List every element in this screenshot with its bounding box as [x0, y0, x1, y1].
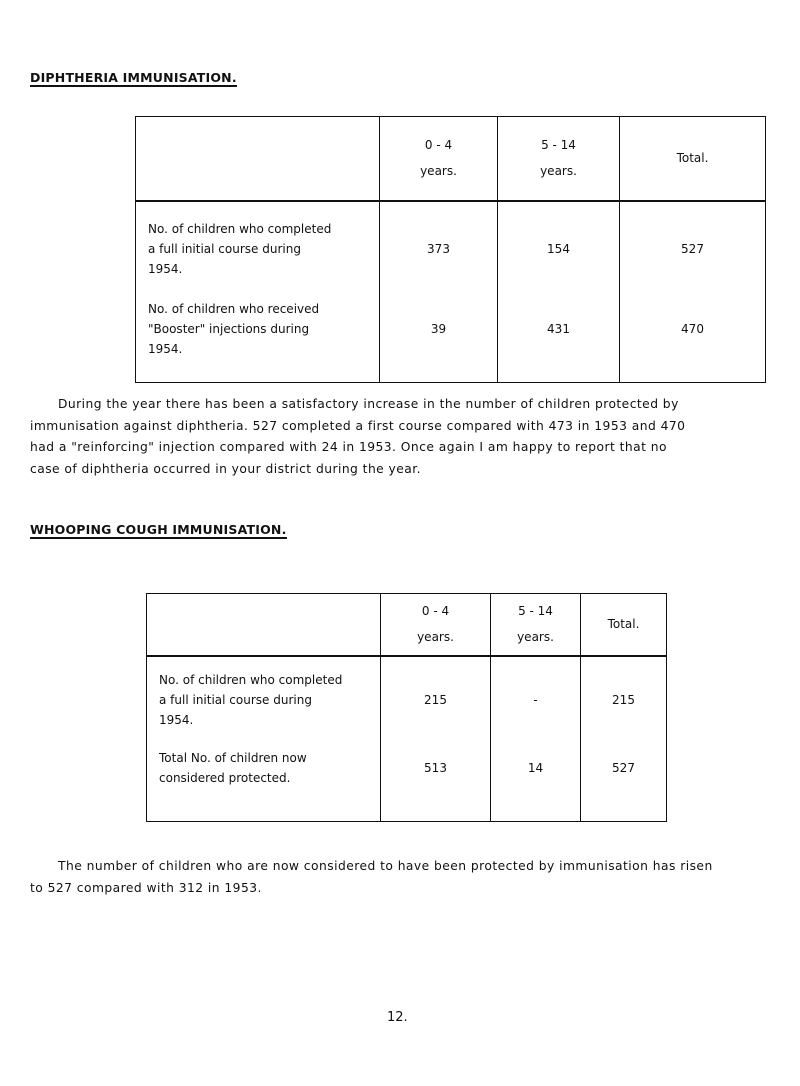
page-number: 12. [387, 1010, 408, 1025]
row-label: No. of children who received "Booster" injections during 1954. [136, 297, 380, 383]
col-header-5-14: 5 - 14 years. [498, 117, 620, 201]
diphtheria-paragraph: During the year there has been a satisfactory increase in the number of children protected by immunisation against diphtheria. 527 completed a first course compared with 473 in 1953 and 470 had a "reinforcing" injection compared with 24 in 1953. Once again I am happy to report that no case of diphtheria occurred in your district during the year. [30, 397, 686, 476]
row-label: No. of children who completed a full initial course during 1954. [136, 201, 380, 297]
col-header-5-14: 5 - 14 years. [491, 594, 581, 656]
whooping-cough-paragraph: The number of children who are now considered to have been protected by immunisation has risen to 527 compared with 312 in 1953. [30, 859, 713, 895]
diphtheria-table [135, 116, 766, 383]
cell-total: 470 [620, 297, 766, 383]
cell-0-4: 39 [380, 297, 498, 383]
table-row [147, 656, 667, 744]
cell-5-14: 431 [498, 297, 620, 383]
cell-0-4: 373 [380, 201, 498, 297]
cell-total: 215 [581, 656, 667, 744]
blank-header-cell [136, 117, 380, 201]
cell-total: 527 [581, 744, 667, 822]
table-row [136, 201, 766, 297]
row-label: No. of children who completed a full initial course during 1954. [147, 656, 381, 744]
col-header-0-4: 0 - 4 years. [381, 594, 491, 656]
table-row [147, 744, 667, 822]
table-header-row [136, 117, 766, 201]
cell-total: 527 [620, 201, 766, 297]
col-header-total: Total. [581, 594, 667, 656]
cell-0-4: 513 [381, 744, 491, 822]
table-header-row [147, 594, 667, 656]
whooping-cough-table [146, 593, 667, 822]
col-header-0-4: 0 - 4 years. [380, 117, 498, 201]
cell-5-14: 14 [491, 744, 581, 822]
whooping-cough-heading: WHOOPING COUGH IMMUNISATION. [30, 522, 287, 537]
blank-header-cell [147, 594, 381, 656]
cell-0-4: 215 [381, 656, 491, 744]
col-header-total: Total. [620, 117, 766, 201]
row-label: Total No. of children now considered protected. [147, 744, 381, 822]
diphtheria-heading: DIPHTHERIA IMMUNISATION. [30, 70, 237, 85]
table-row [136, 297, 766, 383]
cell-5-14: 154 [498, 201, 620, 297]
cell-5-14: - [491, 656, 581, 744]
